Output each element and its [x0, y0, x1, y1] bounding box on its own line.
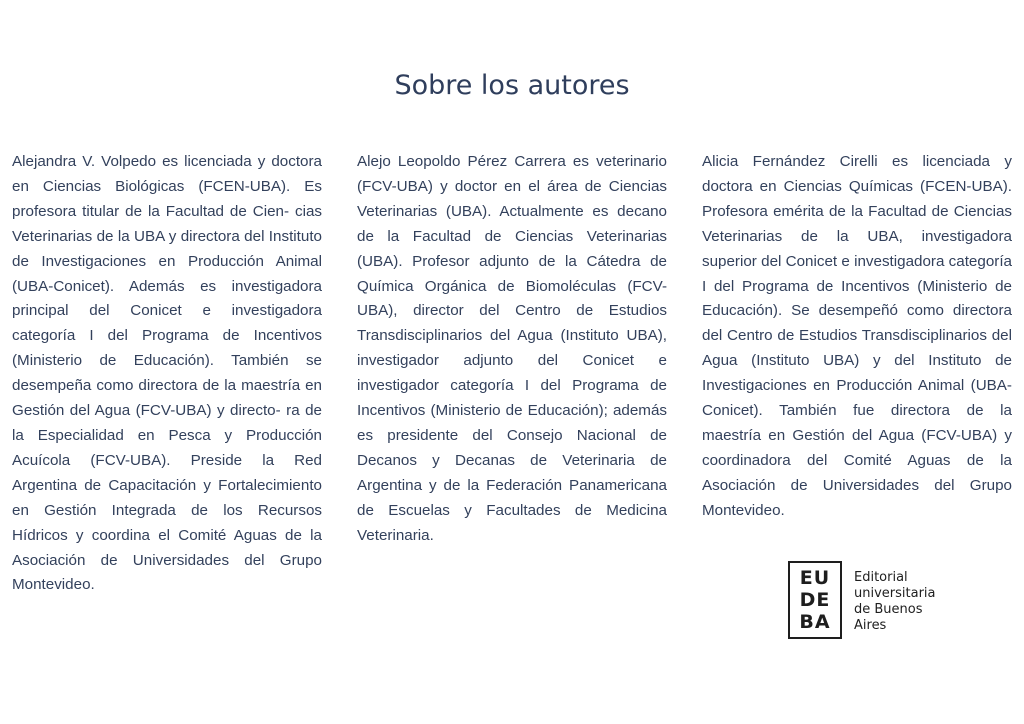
logo-mark-line: DE: [799, 589, 831, 611]
logo-mark-line: EU: [799, 567, 831, 589]
author-bio-fernandez-cirelli: Alicia Fernández Cirelli es licenciada y doctora en Ciencias Químicas (FCEN-UBA). Profesora emérita de la Facultad de Ciencias Veterinarias de la UBA, investigadora superior del Conicet e investigadora categoría I del Programa de Incentivos (Ministerio de Educación). Se desempeñó como directora del Centro de Estudios Transdisciplinarios del Agua (Instituto UBA) y del Instituto de Investigaciones en Producción Animal (UBA-Conicet). También fue directora de la maestría en Gestión del Agua (FCV-UBA) y coordinadora del Comité Aguas de la Asociación de Universidades del Grupo Montevideo.: [702, 153, 1012, 519]
logo-text-line: universitaria: [854, 586, 936, 601]
author-bio-volpedo: Alejandra V. Volpedo es licenciada y doctora en Ciencias Biológicas (FCEN-UBA). Es profesora titular de la Facultad de Cien- cias Veterinarias de la UBA y directora del Instituto de Investigaciones en Producción Animal (UBA-Conicet). Además es investigadora principal del Conicet e investigadora categoría I del Programa de Incentivos (Ministerio de Educación). También se desempeña como directora de la maestría en Gestión del Agua (FCV-UBA) y directo- ra de la Especialidad en Pesca y Producción Acuícola (FCV-UBA). Preside la Red Argentina de Capacitación y Fortalecimiento en Gestión Integrada de los Recursos Hídricos y coordina el Comité Aguas de la Asociación de Universidades del Grupo Montevideo.: [12, 153, 322, 594]
logo-mark-line: BA: [799, 611, 831, 633]
eudeba-logo: [788, 561, 936, 639]
eudeba-logo-mark: [788, 561, 842, 639]
logo-text-line: Editorial: [854, 570, 908, 585]
page-title: Sobre los autores: [394, 70, 630, 101]
logo-text-line: Aires: [854, 618, 887, 633]
logo-text-line: de Buenos: [854, 602, 923, 617]
eudeba-logo-text: [854, 570, 936, 634]
author-bio-perez-carrera: Alejo Leopoldo Pérez Carrera es veterinario (FCV-UBA) y doctor en el área de Ciencias Veterinarias (UBA). Actualmente es decano de la Facultad de Ciencias Veterinarias (UBA). Profesor adjunto de la Cátedra de Química Orgánica de Biomoléculas (FCV-UBA), director del Centro de Estudios Transdisciplinarios del Agua (Instituto UBA), investigador adjunto del Conicet e investigador categoría I del Programa de Incentivos (Ministerio de Educación); además es presidente del Consejo Nacional de Decanos y Decanas de Veterinaria de Argentina y de la Federación Panamericana de Escuelas y Facultades de Medicina Veterinaria.: [357, 153, 667, 544]
